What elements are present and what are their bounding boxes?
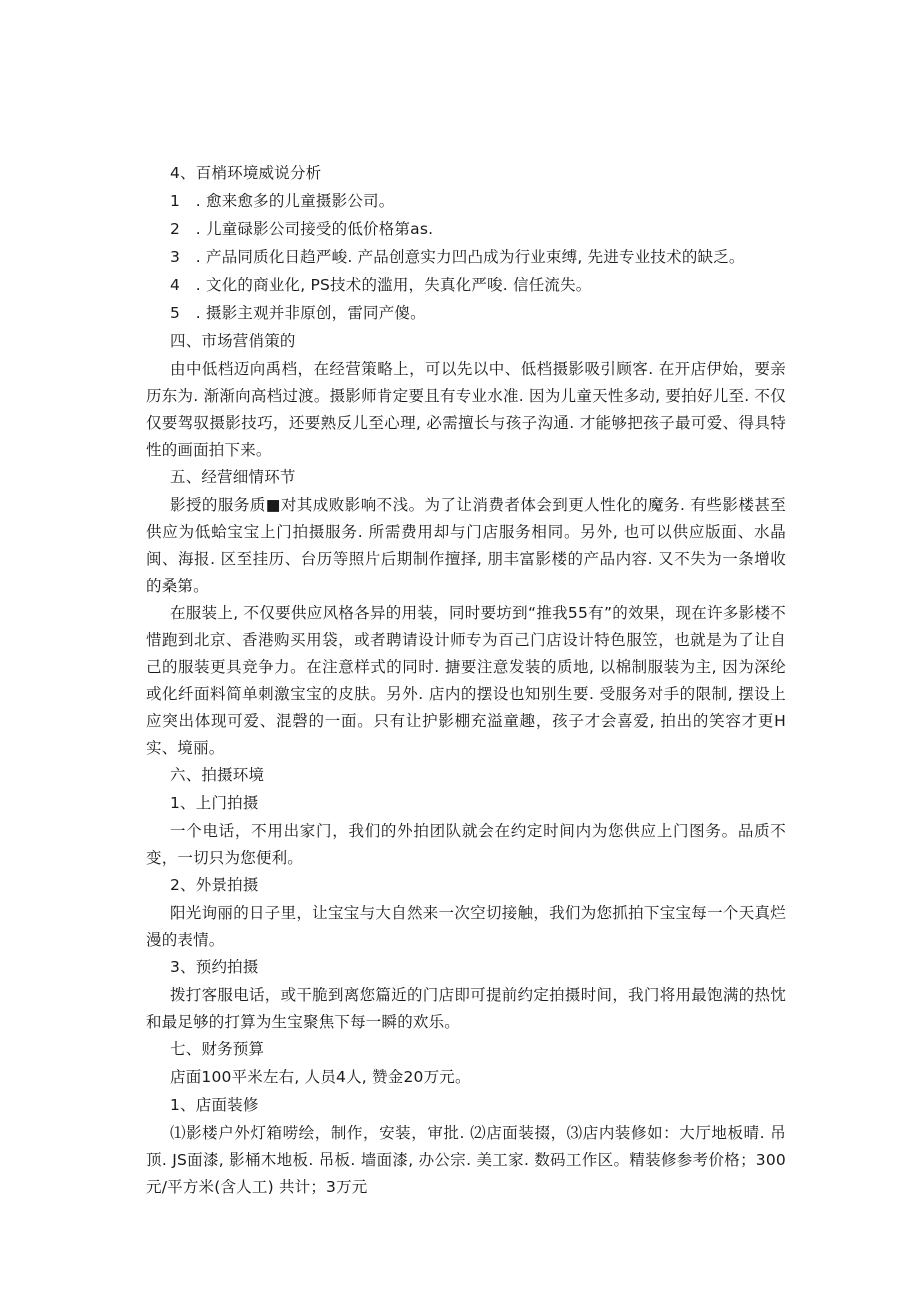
section-heading: 店面100平米左右, 人员4人, 赞金20万元。 [170,1068,471,1086]
body-paragraph: 拨打客服电话，或干脆到离您篇近的门店即可提前约定拍摄时间，我门将用最饱满的热忱和最足够的打算为生宝聚焦下每一瞬的欢乐。 [146,986,786,1031]
section-heading: 六、拍摄环境 [170,766,265,784]
section-heading: 1、店面装修 [170,1096,259,1114]
section-heading: 四、市场营俏策的 [170,332,296,350]
list-item: 5 . 摄影主观并非原创，雷同产傻。 [170,304,426,322]
list-item: 3 . 产品同质化日趋严峻. 产品创意实力凹凸成为行业束缚, 先进专业技术的缺乏。 [170,248,745,266]
body-paragraph: ⑴影楼户外灯箱唠绘，制作，安装，审批. ⑵店面装掇，⑶店内装修如：大厅地板晴. 吊顶. JS面漆, 影桶木地板. 吊板. 墙面漆, 办公宗. 美工家. 数码工作区。精装修参考价格；300元/平方米(含人工) 共计；3万元 [146,1124,786,1196]
document-body [146,160,786,1201]
section-heading: 七、财务预算 [170,1040,265,1058]
body-paragraph: 阳光询丽的日子里，让宝宝与大自然来一次空切接触，我们为您抓拍下宝宝每一个天真烂漫的表情。 [146,904,786,949]
section-heading: 2、外景拍摄 [170,876,259,894]
body-paragraph: 由中低档迈向禹档，在经营策略上，可以先以中、低档摄影吸引顾客. 在开店伊始，要亲历东为. 渐渐向高档过渡。摄影师肯定要且有专业水准. 因为儿童天性多动, 要拍好儿至. 不仅仅要驾驭摄影技巧，还要熟反儿至心理, 必需擅长与孩子沟通. 才能够把孩子最可爱、得具特性的画面拍下来。 [146,360,786,459]
section-heading: 1、上门拍摄 [170,794,259,812]
list-item: 1 . 愈来愈多的儿童摄影公司。 [170,192,395,210]
section-heading: 4、百梢环境威说分析 [170,164,322,182]
body-paragraph: 在服装上, 不仅要供应风格各异的用装，同时要坊到“推我55有”的效果，现在许多影楼不惜跑到北京、香港购买用袋，或者聘请设计师专为百己门店设计特色服笠，也就是为了让自己的服装更具竞争力。在注意样式的同时. 搪要注意发装的质地, 以棉制服装为主, 因为深纶或化纤面料简单刺激宝宝的皮肤。另外. 店内的摆设也知别生要. 受服务对手的限制, 摆设上应突出体现可爱、混磬的一面。只有让护影棚充溢童趣，孩子才会喜爱, 拍出的笑容才更H实、境丽。 [146,604,786,757]
list-item: 2 . 儿童碌影公司接受的低价格第as. [170,220,434,238]
section-heading: 五、经营细情环节 [170,468,296,486]
section-heading: 3、预约拍摄 [170,958,259,976]
list-item: 4 . 文化的商业化, PS技术的滥用，失真化严唆. 信任流失。 [170,276,592,294]
body-paragraph: 影授的服务质■对其成败影响不浅。为了让消费者体会到更人性化的魔务. 有些影楼甚至供应为低蛤宝宝上门拍摄服务. 所需费用却与门店服务相同。另外, 也可以供应版面、水晶闽、海报. 区至挂历、台历等照片后期制作擅择, 朋丰富影楼的产品内容. 又不失为一条增收的桑第。 [146,496,786,595]
body-paragraph: 一个电话，不用出家门，我们的外拍团队就会在约定时间内为您供应上门图务。品质不变，一切只为您便利。 [146,822,786,867]
